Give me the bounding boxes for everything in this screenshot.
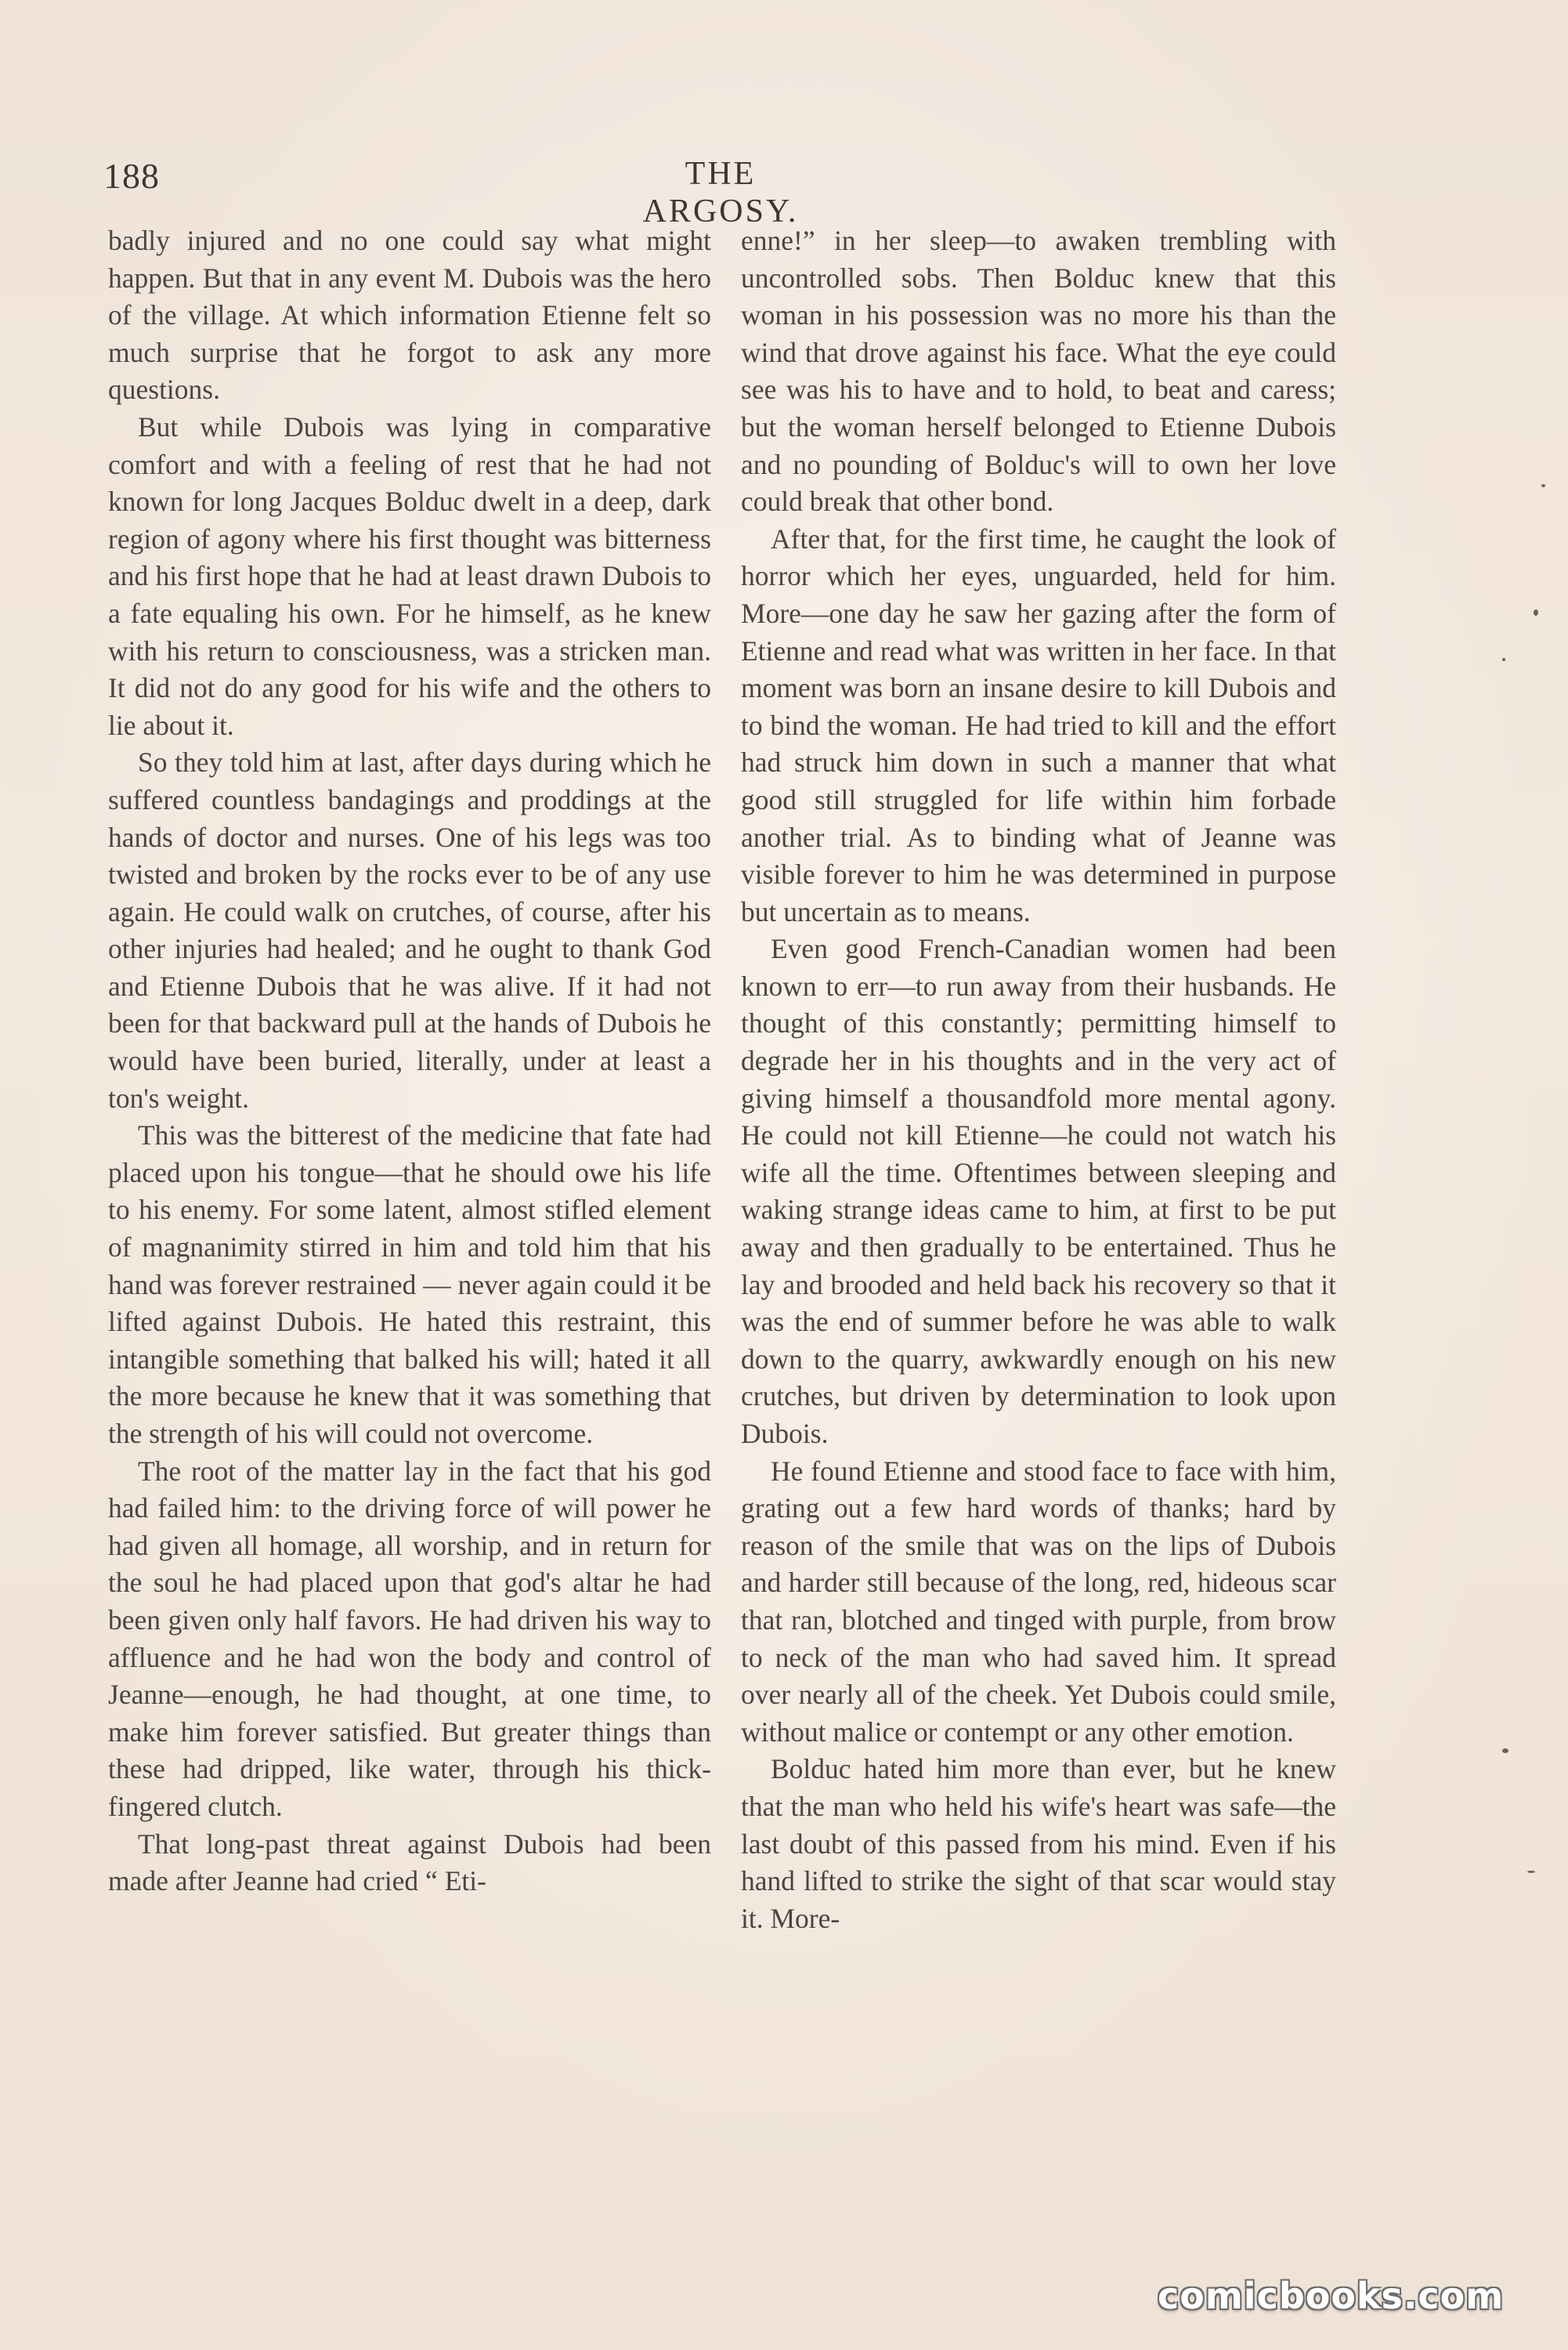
paragraph: That long-past threat against Dubois had been made after Jeanne had cried “ Eti- — [108, 1828, 711, 1897]
paragraph: He found Etienne and stood face to face with him, grating out a few hard words of thanks; hard by reason of the smile that was on the lips of Dubois and harder still because of the long, red, hideous scar that ran, blotched and tinged with purple, from brow to neck of the man who had saved him. It spread over nearly all of the cheek. Yet Dubois could smile, without malice or contempt or any other emotion. — [741, 1455, 1336, 1748]
paragraph: Even good French-Canadian women had been known to err—to run away from their husbands. He thought of this constantly; permitting himself to degrade her in his thoughts and in the very act of giving himself a thousandfold more mental agony. He could not kill Etienne—he could not watch his wife all the time. Oftentimes between sleeping and waking strange ideas came to him, at first to be put away and then gradually to be entertained. Thus he lay and brooded and held back his recovery so that it was the end of summer before he was able to walk down to the quarry, awkwardly enough on his new crutches, but driven by determination to look upon Dubois. — [741, 933, 1336, 1449]
page-number: 188 — [103, 156, 160, 196]
paper-speck — [1527, 1871, 1535, 1873]
paragraph: So they told him at last, after days during which he suffered countless bandagings and proddings at the hands of doctor and nurses. One of his legs was too twisted and broken by the rocks ever to be of any use again. He could walk on crutches, of course, after his other injuries had healed; and he ought to thank God and Etienne Dubois that he was alive. If it had not been for that backward pull at the hands of Dubois he would have been buried, literally, under at least a ton's weight. — [108, 747, 711, 1114]
paragraph: Bolduc hated him more than ever, but he knew that the man who held his wife's heart was safe—the last doubt of this passed from his mind. Even if his hand lifted to strike the sight of that scar would stay it. More- — [741, 1753, 1336, 1934]
right-column — [741, 222, 1336, 1937]
paragraph: This was the bitterest of the medicine that fate had placed upon his tongue—that he should owe his life to his enemy. For some latent, almost stifled element of magnanimity stirred in him and told him that his hand was forever restrained — never again could it be lifted against Dubois. He hated this restraint, this intangible something that balked his will; hated it all the more because he knew that it was something that the strength of his will could not overcome. — [108, 1119, 711, 1449]
paragraph: But while Dubois was lying in comparative comfort and with a feeling of rest that he had not known for long Jacques Bolduc dwelt in a deep, dark region of agony where his first thought was bitterness and his first hope that he had at least drawn Dubois to a fate equaling his own. For he himself, as he knew with his return to consciousness, was a stricken man. It did not do any good for his wife and the others to lie about it. — [108, 410, 711, 741]
paragraph: The root of the matter lay in the fact that his god had failed him: to the driving force of will power he had given all homage, all worship, and in return for the soul he had placed upon that god's altar he had been given only half favors. He had driven his way to affluence and he had won the body and control of Jeanne—enough, he had thought, at one time, to make him forever satisfied. But greater things than these had dripped, like water, through his thick-fingered clutch. — [108, 1455, 711, 1822]
paper-speck — [1502, 1748, 1508, 1753]
paragraph: badly injured and no one could say what might happen. But that in any event M. Dubois was the hero of the village. At which information Etienne felt so much surprise that he forgot to ask any more questions. — [108, 225, 711, 406]
paper-speck — [1534, 609, 1538, 616]
paper-speck — [1502, 658, 1505, 661]
left-column — [108, 222, 711, 1900]
watermark-logo: comicbooks.com — [1158, 2275, 1505, 2317]
paragraph: After that, for the first time, he caught the look of horror which her eyes, unguarded, held for him. More—one day he saw her gazing after the form of Etienne and read what was written in her face. In that moment was born an insane desire to kill Dubois and to bind the woman. He had tried to kill and the effort had struck him down in such a manner that what good still struggled for life within him forbade another trial. As to binding what of Jeanne was visible forever to him he was determined in purpose but uncertain as to means. — [741, 522, 1336, 927]
page-header — [0, 155, 1568, 230]
paper-speck — [1541, 484, 1545, 487]
running-title: THE ARGOSY. — [642, 156, 799, 230]
paragraph: enne!” in her sleep—to awaken trembling with uncontrolled sobs. Then Bolduc knew that this woman in his possession was no more his than the wind that drove against his face. What the eye could see was his to have and to hold, to beat and caress; but the woman herself belonged to Etienne Dubois and no pounding of Bolduc's will to own her love could break that other bond. — [741, 225, 1336, 518]
